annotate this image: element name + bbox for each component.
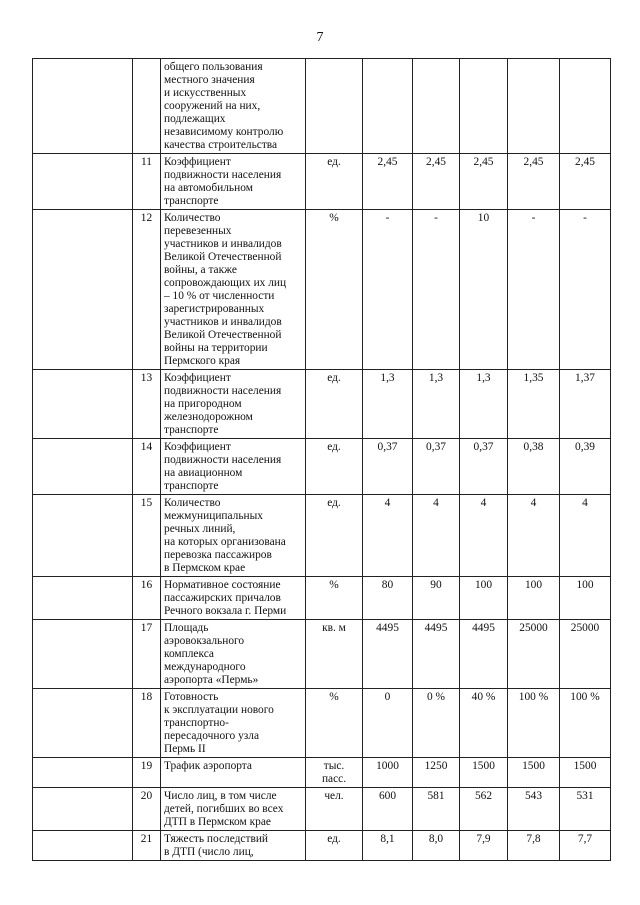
table-row (33, 689, 611, 758)
unit-cell: ед. (306, 154, 363, 210)
value-cell: 4 (363, 495, 413, 577)
value-cell (413, 59, 460, 154)
row-number: 12 (133, 210, 161, 370)
table-row (33, 59, 611, 154)
row-number: 17 (133, 620, 161, 689)
value-cell: 0,38 (508, 439, 560, 495)
indicator-name: Количество перевезенных участников и инвалидов Великой Отечественной войны, а также сопровождающих их лиц – 10 % от численности зарегистрированных участников и инвалидов Великой Отечественной войны на территории Пермского края (161, 210, 306, 370)
value-cell (460, 59, 508, 154)
table-row (33, 831, 611, 861)
row-number: 20 (133, 788, 161, 831)
value-cell: 2,45 (560, 154, 611, 210)
value-cell: 0,37 (413, 439, 460, 495)
blank-cell (33, 831, 133, 861)
row-number: 13 (133, 370, 161, 439)
value-cell: - (560, 210, 611, 370)
unit-cell: ед. (306, 439, 363, 495)
value-cell: 2,45 (460, 154, 508, 210)
value-cell: 4 (413, 495, 460, 577)
unit-cell (306, 59, 363, 154)
value-cell: - (413, 210, 460, 370)
value-cell: 90 (413, 577, 460, 620)
unit-cell: ед. (306, 370, 363, 439)
value-cell: 0,39 (560, 439, 611, 495)
blank-cell (33, 495, 133, 577)
table-row (33, 758, 611, 788)
unit-cell: кв. м (306, 620, 363, 689)
value-cell: 1,3 (413, 370, 460, 439)
table-row (33, 577, 611, 620)
indicator-name: Число лиц, в том числе детей, погибших во всех ДТП в Пермском крае (161, 788, 306, 831)
value-cell: 0 (363, 689, 413, 758)
unit-cell: тыс. пасс. (306, 758, 363, 788)
value-cell: 4 (460, 495, 508, 577)
value-cell: 100 % (508, 689, 560, 758)
value-cell: 2,45 (508, 154, 560, 210)
value-cell: 0,37 (363, 439, 413, 495)
unit-cell: ед. (306, 495, 363, 577)
table-row (33, 620, 611, 689)
value-cell (363, 59, 413, 154)
blank-cell (33, 154, 133, 210)
value-cell: 531 (560, 788, 611, 831)
indicator-name: Коэффициент подвижности населения на пригородном железнодорожном транспорте (161, 370, 306, 439)
value-cell: - (363, 210, 413, 370)
unit-cell: % (306, 577, 363, 620)
blank-cell (33, 689, 133, 758)
value-cell: 543 (508, 788, 560, 831)
value-cell: 4 (560, 495, 611, 577)
value-cell: 1,3 (460, 370, 508, 439)
indicator-name: Готовность к эксплуатации нового транспортно- пересадочного узла Пермь II (161, 689, 306, 758)
indicator-name: Площадь аэровокзального комплекса международного аэропорта «Пермь» (161, 620, 306, 689)
value-cell: 0,37 (460, 439, 508, 495)
value-cell: 80 (363, 577, 413, 620)
value-cell: 2,45 (413, 154, 460, 210)
value-cell: 25000 (560, 620, 611, 689)
value-cell: 1500 (460, 758, 508, 788)
blank-cell (33, 788, 133, 831)
row-number: 19 (133, 758, 161, 788)
value-cell: 100 (560, 577, 611, 620)
value-cell: 1000 (363, 758, 413, 788)
value-cell: 1500 (508, 758, 560, 788)
indicator-name: Коэффициент подвижности населения на авиационном транспорте (161, 439, 306, 495)
row-number: 18 (133, 689, 161, 758)
value-cell: 8,1 (363, 831, 413, 861)
blank-cell (33, 370, 133, 439)
value-cell: 40 % (460, 689, 508, 758)
row-number: 16 (133, 577, 161, 620)
value-cell: 581 (413, 788, 460, 831)
value-cell: 10 (460, 210, 508, 370)
value-cell: - (508, 210, 560, 370)
value-cell: 8,0 (413, 831, 460, 861)
blank-cell (33, 210, 133, 370)
value-cell: 0 % (413, 689, 460, 758)
row-number: 11 (133, 154, 161, 210)
blank-cell (33, 620, 133, 689)
unit-cell: ед. (306, 831, 363, 861)
indicator-name: Нормативное состояние пассажирских причалов Речного вокзала г. Перми (161, 577, 306, 620)
unit-cell: % (306, 210, 363, 370)
blank-cell (33, 59, 133, 154)
indicator-name: Коэффициент подвижности населения на автомобильном транспорте (161, 154, 306, 210)
value-cell: 1,37 (560, 370, 611, 439)
indicator-name: общего пользования местного значения и искусственных сооружений на них, подлежащих независимому контролю качества строительства (161, 59, 306, 154)
value-cell: 100 (508, 577, 560, 620)
table-row (33, 788, 611, 831)
row-number: 14 (133, 439, 161, 495)
unit-cell: чел. (306, 788, 363, 831)
row-number (133, 59, 161, 154)
value-cell: 4 (508, 495, 560, 577)
value-cell: 100 (460, 577, 508, 620)
row-number: 15 (133, 495, 161, 577)
value-cell (508, 59, 560, 154)
blank-cell (33, 439, 133, 495)
page-number: 7 (316, 30, 324, 45)
value-cell: 100 % (560, 689, 611, 758)
value-cell: 1250 (413, 758, 460, 788)
value-cell: 4495 (413, 620, 460, 689)
table-row (33, 370, 611, 439)
value-cell: 2,45 (363, 154, 413, 210)
table-row (33, 210, 611, 370)
value-cell: 600 (363, 788, 413, 831)
indicator-name: Количество межмуниципальных речных линий, на которых организована перевозка пассажиров в Пермском крае (161, 495, 306, 577)
blank-cell (33, 577, 133, 620)
indicator-name: Тяжесть последствий в ДТП (число лиц, (161, 831, 306, 861)
value-cell: 1,3 (363, 370, 413, 439)
value-cell: 1,35 (508, 370, 560, 439)
blank-cell (33, 758, 133, 788)
indicator-name: Трафик аэропорта (161, 758, 306, 788)
table-row (33, 154, 611, 210)
value-cell: 7,8 (508, 831, 560, 861)
table-row (33, 495, 611, 577)
value-cell: 7,9 (460, 831, 508, 861)
value-cell: 1500 (560, 758, 611, 788)
unit-cell: % (306, 689, 363, 758)
value-cell: 25000 (508, 620, 560, 689)
value-cell: 562 (460, 788, 508, 831)
value-cell: 4495 (460, 620, 508, 689)
value-cell (560, 59, 611, 154)
table-row (33, 439, 611, 495)
row-number: 21 (133, 831, 161, 861)
value-cell: 7,7 (560, 831, 611, 861)
value-cell: 4495 (363, 620, 413, 689)
indicators-table (32, 58, 611, 861)
